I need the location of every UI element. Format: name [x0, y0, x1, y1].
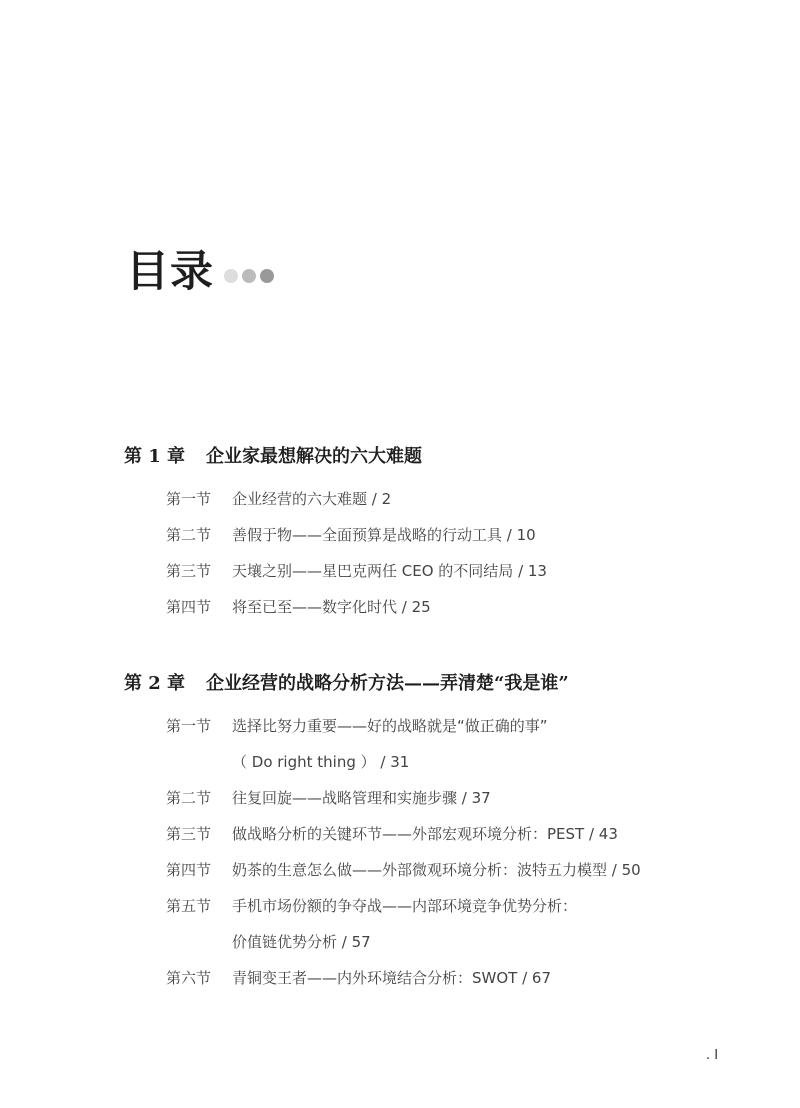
dot-icon [242, 269, 256, 283]
section-item [124, 960, 641, 996]
section-label: 第四节 [166, 598, 212, 616]
section-title: 天壤之别——星巴克两任 CEO 的不同结局 / 13 [232, 562, 547, 580]
chapter-number: 第 1 章 [124, 446, 186, 467]
section-title: 将至已至——数字化时代 / 25 [232, 598, 431, 616]
toc-title: 目录 [126, 247, 214, 297]
chapter-title [124, 445, 547, 469]
section-item [124, 852, 641, 888]
section-label: 第二节 [166, 526, 212, 544]
section-item [124, 589, 547, 625]
section-label: 第一节 [166, 717, 212, 735]
chapter-number: 第 2 章 [124, 673, 186, 694]
section-title: 手机市场份额的争夺战——内部环境竞争优势分析： [232, 897, 578, 915]
page-number: . I [706, 1048, 719, 1063]
chapter-2 [124, 672, 641, 996]
section-item [124, 888, 641, 960]
section-label: 第二节 [166, 789, 212, 807]
dot-icon [224, 269, 238, 283]
section-title: 往复回旋——战略管理和实施步骤 / 37 [232, 789, 491, 807]
section-title: 青铜变王者——内外环境结合分析：SWOT / 67 [232, 969, 552, 987]
section-list [124, 708, 641, 996]
section-title-continued: 价值链优势分析 / 57 [232, 933, 371, 951]
decorative-dots [224, 269, 278, 283]
chapter-1 [124, 445, 547, 625]
section-title: 善假于物——全面预算是战略的行动工具 / 10 [232, 526, 536, 544]
section-label: 第三节 [166, 825, 212, 843]
section-title: 企业经营的六大难题 / 2 [232, 490, 392, 508]
section-item [124, 708, 641, 780]
section-title: 做战略分析的关键环节——外部宏观环境分析：PEST / 43 [232, 825, 618, 843]
section-title-continued: （ Do right thing ） / 31 [232, 753, 410, 771]
section-item [124, 553, 547, 589]
section-label: 第六节 [166, 969, 212, 987]
section-label: 第四节 [166, 861, 212, 879]
section-label: 第五节 [166, 897, 212, 915]
toc-heading [126, 246, 278, 298]
chapter-name: 企业经营的战略分析方法——弄清楚“我是谁” [206, 673, 569, 694]
chapter-title [124, 672, 641, 696]
section-label: 第三节 [166, 562, 212, 580]
section-title: 奶茶的生意怎么做——外部微观环境分析：波特五力模型 / 50 [232, 861, 641, 879]
section-item [124, 780, 641, 816]
section-item [124, 816, 641, 852]
section-title: 选择比努力重要——好的战略就是“做正确的事” [232, 717, 548, 735]
chapter-name: 企业家最想解决的六大难题 [206, 446, 422, 467]
section-item [124, 481, 547, 517]
dot-icon [260, 269, 274, 283]
section-item [124, 517, 547, 553]
section-list [124, 481, 547, 625]
section-label: 第一节 [166, 490, 212, 508]
